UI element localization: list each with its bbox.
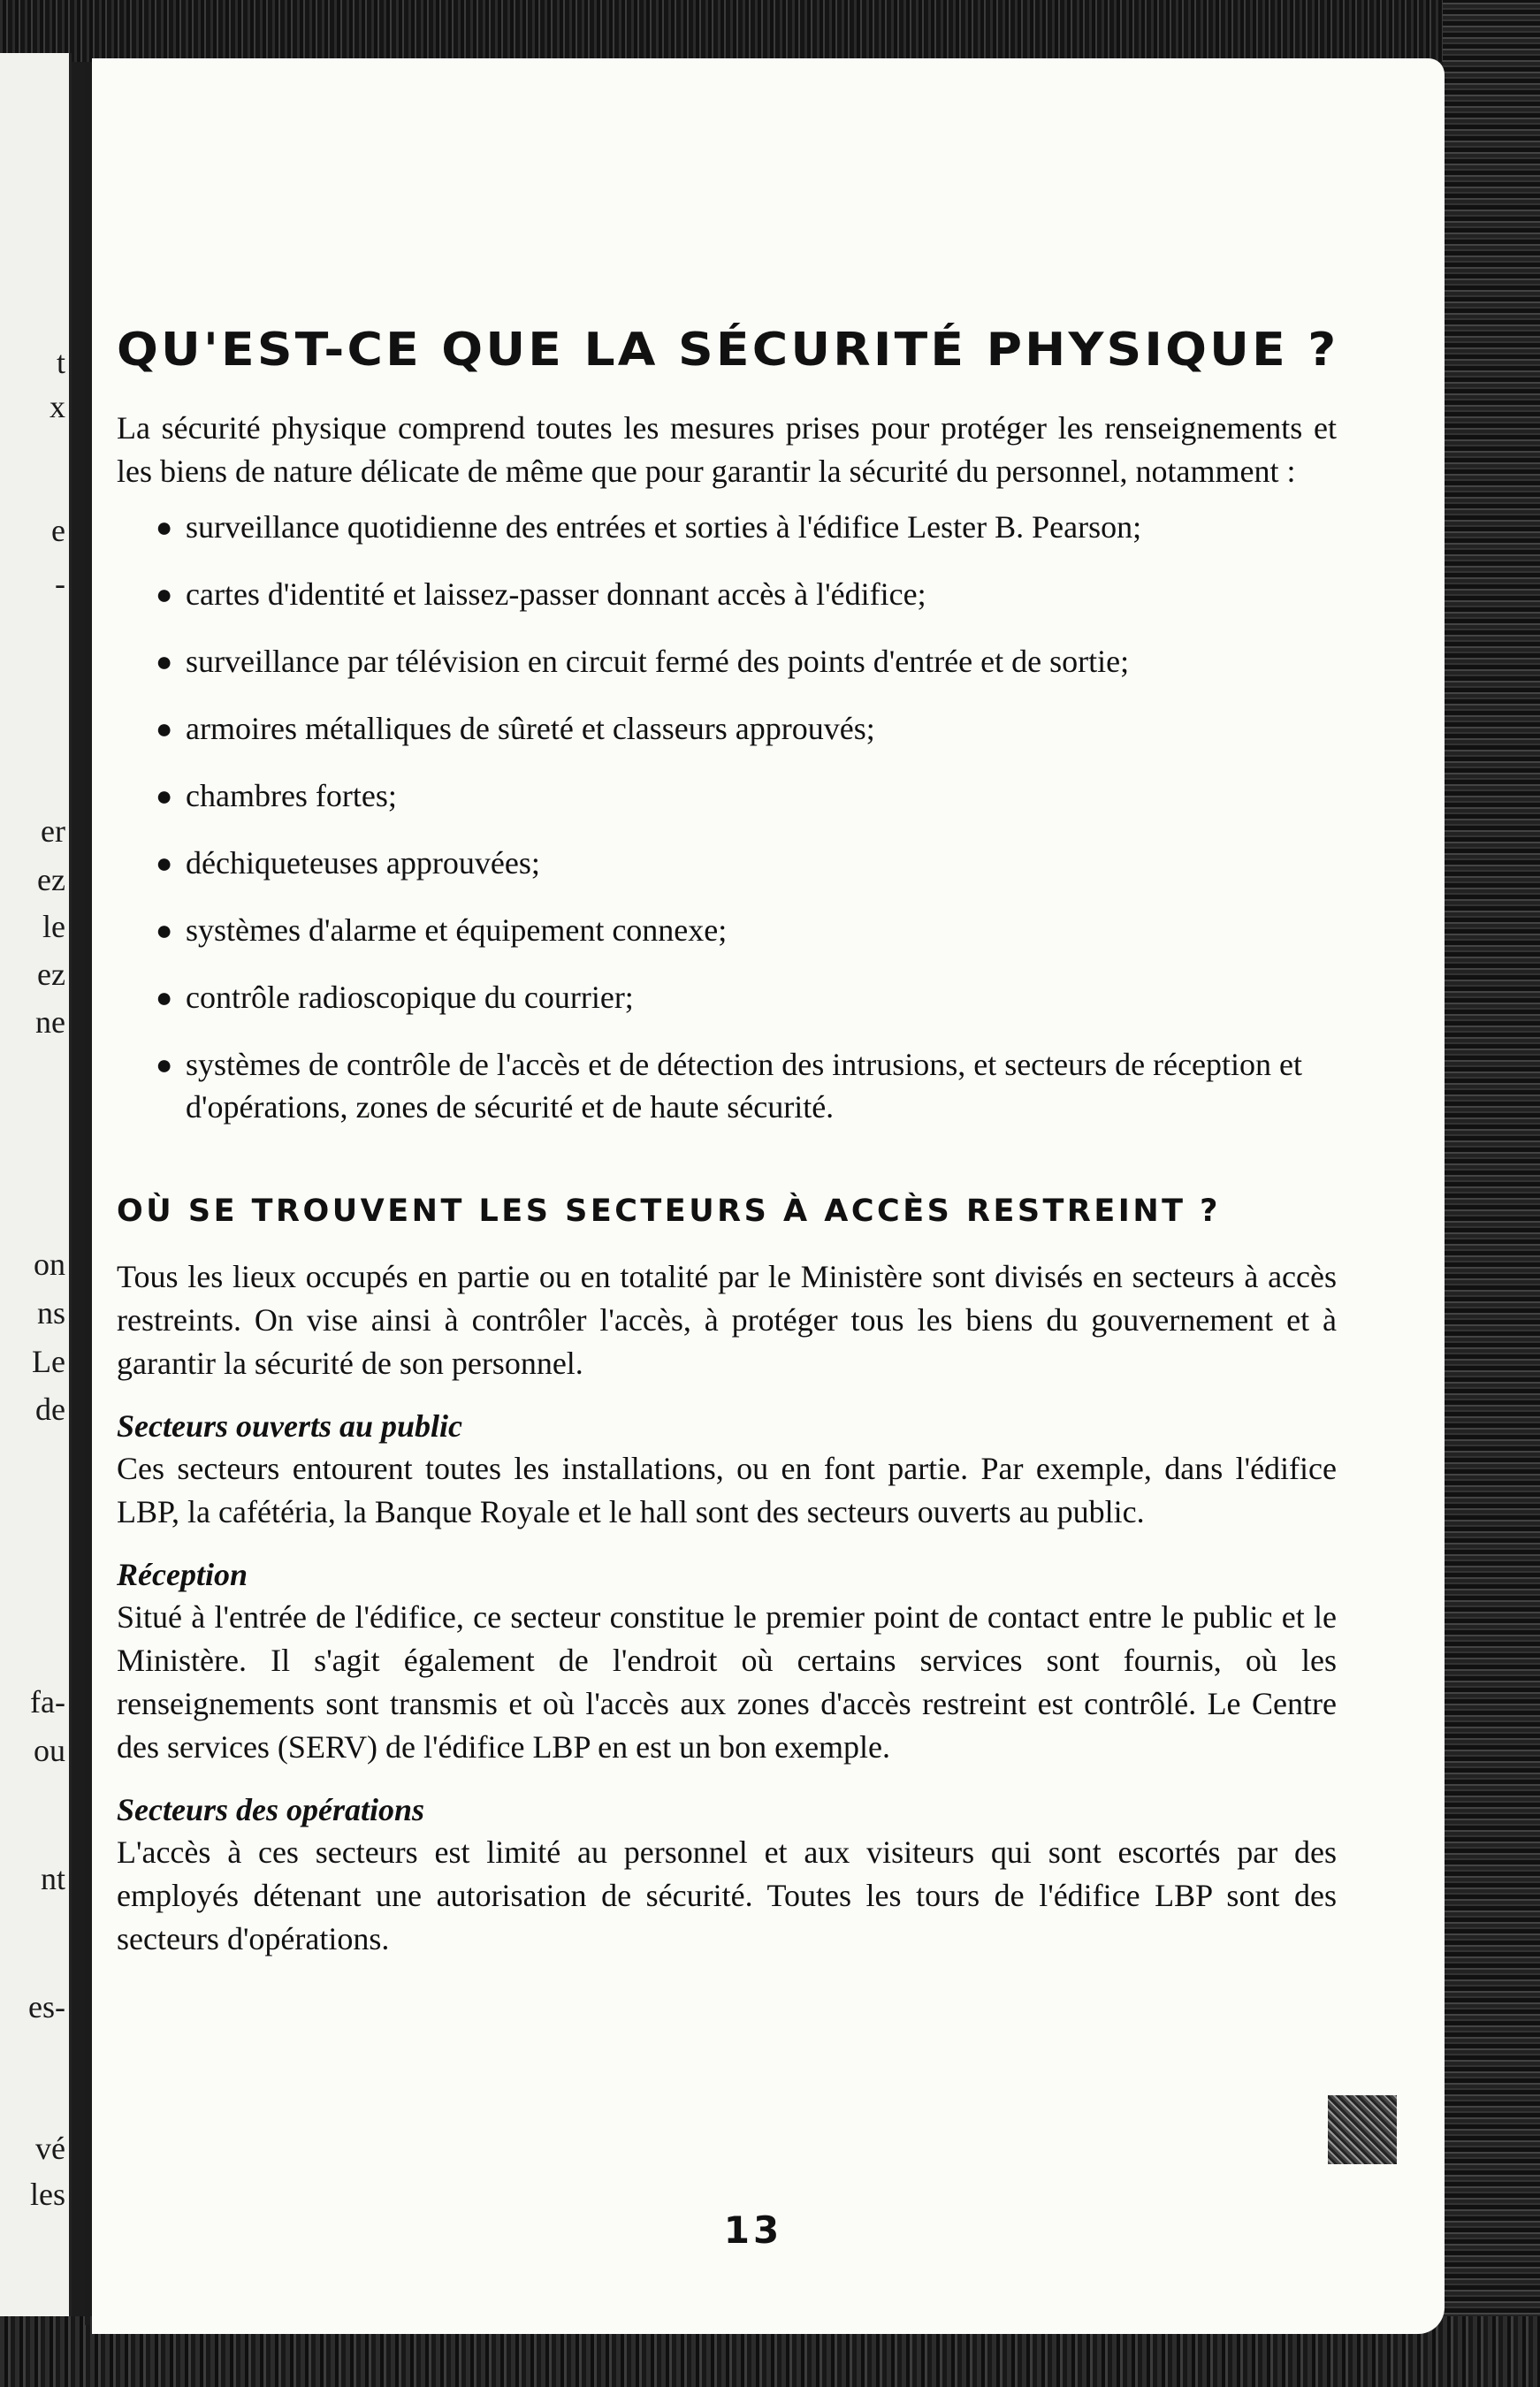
restricted-intro-paragraph: Tous les lieux occupés en partie ou en totalité par le Ministère sont divisés en secteurs à accès restreints. On vise ainsi à contrôler l'accès, à protéger tous les biens du gouvernement et à garantir la sécurité de son personnel. bbox=[117, 1259, 1337, 1381]
subsection-text: Ces secteurs entourent toutes les installations, ou en font partie. Par exemple, dans l'édifice LBP, la cafétéria, la Banque Royale et le hall sont des secteurs ouverts au public. bbox=[117, 1451, 1337, 1529]
subsection-title: Secteurs des opérations bbox=[117, 1792, 425, 1827]
subsection-operations bbox=[117, 1788, 1337, 1961]
bullet-icon: ● bbox=[156, 981, 173, 1013]
scan-border-right bbox=[1443, 0, 1540, 2387]
prev-page-fragment: ez bbox=[37, 862, 65, 897]
bullet-icon: ● bbox=[156, 780, 173, 812]
prev-page-fragment: ez bbox=[37, 957, 65, 992]
prev-page-fragment: fa- bbox=[30, 1684, 65, 1720]
subsection-title: Réception bbox=[117, 1557, 248, 1592]
list-item: ● contrôle radioscopique du courrier; bbox=[156, 976, 1337, 1018]
prev-page-fragment: e bbox=[51, 513, 65, 548]
prev-page-fragment: vé bbox=[35, 2131, 65, 2166]
page-number: 13 bbox=[723, 2208, 783, 2252]
intro-paragraph: La sécurité physique comprend toutes les mesures prises pour protéger les renseignements et les biens de nature délicate de même que pour garantir la sécurité du personnel, notamment : bbox=[117, 410, 1337, 489]
security-measures-list bbox=[117, 506, 1337, 1128]
list-item: ● cartes d'identité et laissez-passer donnant accès à l'édifice; bbox=[156, 573, 1337, 615]
bullet-icon: ● bbox=[156, 1049, 173, 1080]
bullet-icon: ● bbox=[156, 511, 173, 543]
prev-page-fragment: er bbox=[41, 813, 65, 849]
list-item: ● armoires métalliques de sûreté et classeurs approuvés; bbox=[156, 707, 1337, 750]
page-binding-line bbox=[85, 62, 90, 2325]
prev-page-fragment: on bbox=[34, 1247, 65, 1282]
prev-page-fragment: Le bbox=[32, 1344, 65, 1379]
prev-page-fragment: ns bbox=[36, 1295, 65, 1331]
prev-page-fragment: ou bbox=[34, 1733, 65, 1768]
scan-corner-mark bbox=[1328, 2095, 1397, 2164]
document-page bbox=[92, 58, 1445, 2334]
prev-page-fragment: t bbox=[56, 345, 65, 380]
bullet-icon: ● bbox=[156, 578, 173, 610]
page-content bbox=[117, 324, 1337, 1961]
prev-page-fragment: de bbox=[35, 1392, 65, 1427]
prev-page-fragment: ne bbox=[35, 1004, 65, 1040]
previous-page-strip bbox=[0, 53, 72, 2316]
list-item: ● surveillance quotidienne des entrées et sorties à l'édifice Lester B. Pearson; bbox=[156, 506, 1337, 548]
list-item: ● systèmes de contrôle de l'accès et de détection des intrusions, et secteurs de réception et d'opérations, zones de sécurité et de haute sécurité. bbox=[156, 1043, 1337, 1128]
section-heading-restricted-areas: OÙ SE TROUVENT LES SECTEURS À ACCÈS RESTREINT ? bbox=[117, 1194, 1221, 1229]
list-item: ● systèmes d'alarme et équipement connexe; bbox=[156, 909, 1337, 951]
bullet-icon: ● bbox=[156, 847, 173, 879]
subsection-text: Situé à l'entrée de l'édifice, ce secteur constitue le premier point de contact entre le public et le Ministère. Il s'agit également de l'endroit où certains services sont fournis, où les renseignements sont transmis et où l'accès aux zones d'accès restreint est contrôlé. Le Centre des services (SERV) de l'édifice LBP en est un bon exemple. bbox=[117, 1599, 1337, 1765]
page-title: QU'EST-CE QUE LA SÉCURITÉ PHYSIQUE ? bbox=[117, 324, 1339, 377]
bullet-icon: ● bbox=[156, 645, 173, 677]
bullet-icon: ● bbox=[156, 713, 173, 744]
scan-border-top bbox=[0, 0, 1540, 62]
bullet-icon: ● bbox=[156, 914, 173, 946]
list-item: ● déchiqueteuses approuvées; bbox=[156, 842, 1337, 884]
subsection-public-areas bbox=[117, 1405, 1337, 1534]
prev-page-fragment: le bbox=[42, 909, 65, 944]
prev-page-fragment: - bbox=[55, 566, 65, 601]
prev-page-fragment: es- bbox=[28, 1989, 65, 2025]
subsection-title: Secteurs ouverts au public bbox=[117, 1408, 463, 1444]
subsection-reception bbox=[117, 1553, 1337, 1769]
prev-page-fragment: les bbox=[30, 2177, 65, 2212]
list-item: ● chambres fortes; bbox=[156, 774, 1337, 817]
list-item: ● surveillance par télévision en circuit fermé des points d'entrée et de sortie; bbox=[156, 640, 1337, 683]
prev-page-fragment: nt bbox=[40, 1861, 65, 1896]
subsection-text: L'accès à ces secteurs est limité au personnel et aux visiteurs qui sont escortés par des employés détenant une autorisation de sécurité. Toutes les tours de l'édifice LBP sont des secteurs d'opérations. bbox=[117, 1834, 1337, 1956]
prev-page-fragment: x bbox=[50, 389, 65, 424]
